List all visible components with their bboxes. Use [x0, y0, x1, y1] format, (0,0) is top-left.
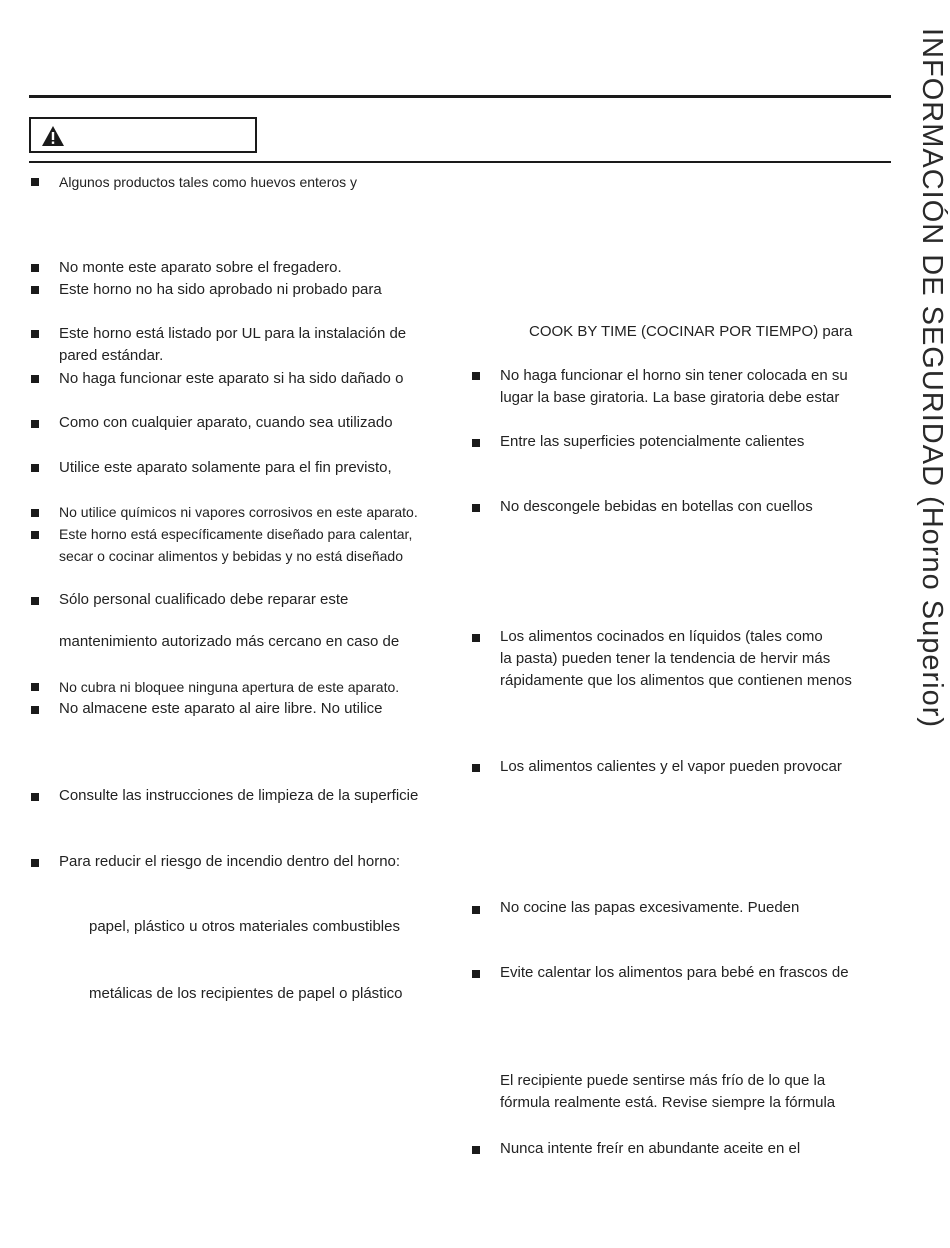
text-line: la pasta) pueden tener la tendencia de hervir más [500, 650, 831, 667]
bullet-icon [31, 178, 39, 186]
text-line: No haga funcionar este aparato si ha sido dañado o [59, 370, 404, 387]
text-line: Utilice este aparato solamente para el fin previsto, [59, 459, 392, 476]
bullet-icon [472, 764, 480, 772]
text-line: secar o cocinar alimentos y bebidas y no está diseñado [59, 548, 403, 564]
bullet-icon [31, 330, 39, 338]
bullet-icon [472, 1146, 480, 1154]
top-rule [29, 95, 891, 98]
text-line: No descongele bebidas en botellas con cuellos [500, 498, 813, 515]
section-rule [29, 161, 891, 163]
bullet-icon [31, 464, 39, 472]
text-line: No haga funcionar el horno sin tener colocada en su [500, 367, 848, 384]
side-title: INFORMACIÓN DE SEGURIDAD (Horno Superior) [916, 28, 948, 729]
bullet-icon [31, 286, 39, 294]
bullet-icon [31, 683, 39, 691]
bullet-icon [472, 439, 480, 447]
text-line: pared estándar. [59, 347, 164, 364]
bullet-icon [31, 509, 39, 517]
text-line: Los alimentos calientes y el vapor pueden provocar [500, 758, 842, 775]
text-line: El recipiente puede sentirse más frío de lo que la [500, 1072, 826, 1089]
bullet-icon [472, 970, 480, 978]
text-line: COOK BY TIME (COCINAR POR TIEMPO) para [529, 323, 853, 340]
text-line: mantenimiento autorizado más cercano en caso de [59, 633, 400, 650]
text-line: Los alimentos cocinados en líquidos (tales como [500, 628, 823, 645]
text-line: Algunos productos tales como huevos enteros y [59, 174, 358, 190]
text-line: Sólo personal cualificado debe reparar este [59, 591, 349, 608]
text-line: No cocine las papas excesivamente. Pueden [500, 899, 800, 916]
bullet-icon [472, 372, 480, 380]
text-line: metálicas de los recipientes de papel o plástico [89, 985, 403, 1002]
text-line: Como con cualquier aparato, cuando sea utilizado [59, 414, 393, 431]
text-line: No cubra ni bloquee ninguna apertura de este aparato. [59, 679, 400, 695]
bullet-icon [31, 597, 39, 605]
warning-triangle-icon [41, 125, 65, 147]
bullet-icon [31, 420, 39, 428]
text-line: Evite calentar los alimentos para bebé en frascos de [500, 964, 849, 981]
text-line: Este horno no ha sido aprobado ni probado para [59, 281, 382, 298]
text-line: papel, plástico u otros materiales combustibles [89, 918, 400, 935]
bullet-icon [472, 504, 480, 512]
text-line: lugar la base giratoria. La base giratoria debe estar [500, 389, 840, 406]
text-line: rápidamente que los alimentos que contienen menos [500, 672, 852, 689]
bullet-icon [31, 264, 39, 272]
text-line: Entre las superficies potencialmente calientes [500, 433, 805, 450]
text-line: No almacene este aparato al aire libre. No utilice [59, 700, 383, 717]
bullet-icon [472, 634, 480, 642]
text-line: No monte este aparato sobre el fregadero. [59, 259, 342, 276]
bullet-icon [31, 859, 39, 867]
text-line: Consulte las instrucciones de limpieza de la superficie [59, 787, 419, 804]
warning-box [29, 117, 257, 153]
bullet-icon [31, 706, 39, 714]
bullet-icon [31, 793, 39, 801]
bullet-icon [31, 531, 39, 539]
text-line: No utilice químicos ni vapores corrosivos en este aparato. [59, 504, 418, 520]
text-line: Este horno está específicamente diseñado para calentar, [59, 526, 413, 542]
text-line: Este horno está listado por UL para la instalación de [59, 325, 407, 342]
bullet-icon [31, 375, 39, 383]
text-line: fórmula realmente está. Revise siempre la fórmula [500, 1094, 836, 1111]
text-line: Para reducir el riesgo de incendio dentro del horno: [59, 853, 401, 870]
bullet-icon [472, 906, 480, 914]
text-line: Nunca intente freír en abundante aceite en el [500, 1140, 801, 1157]
